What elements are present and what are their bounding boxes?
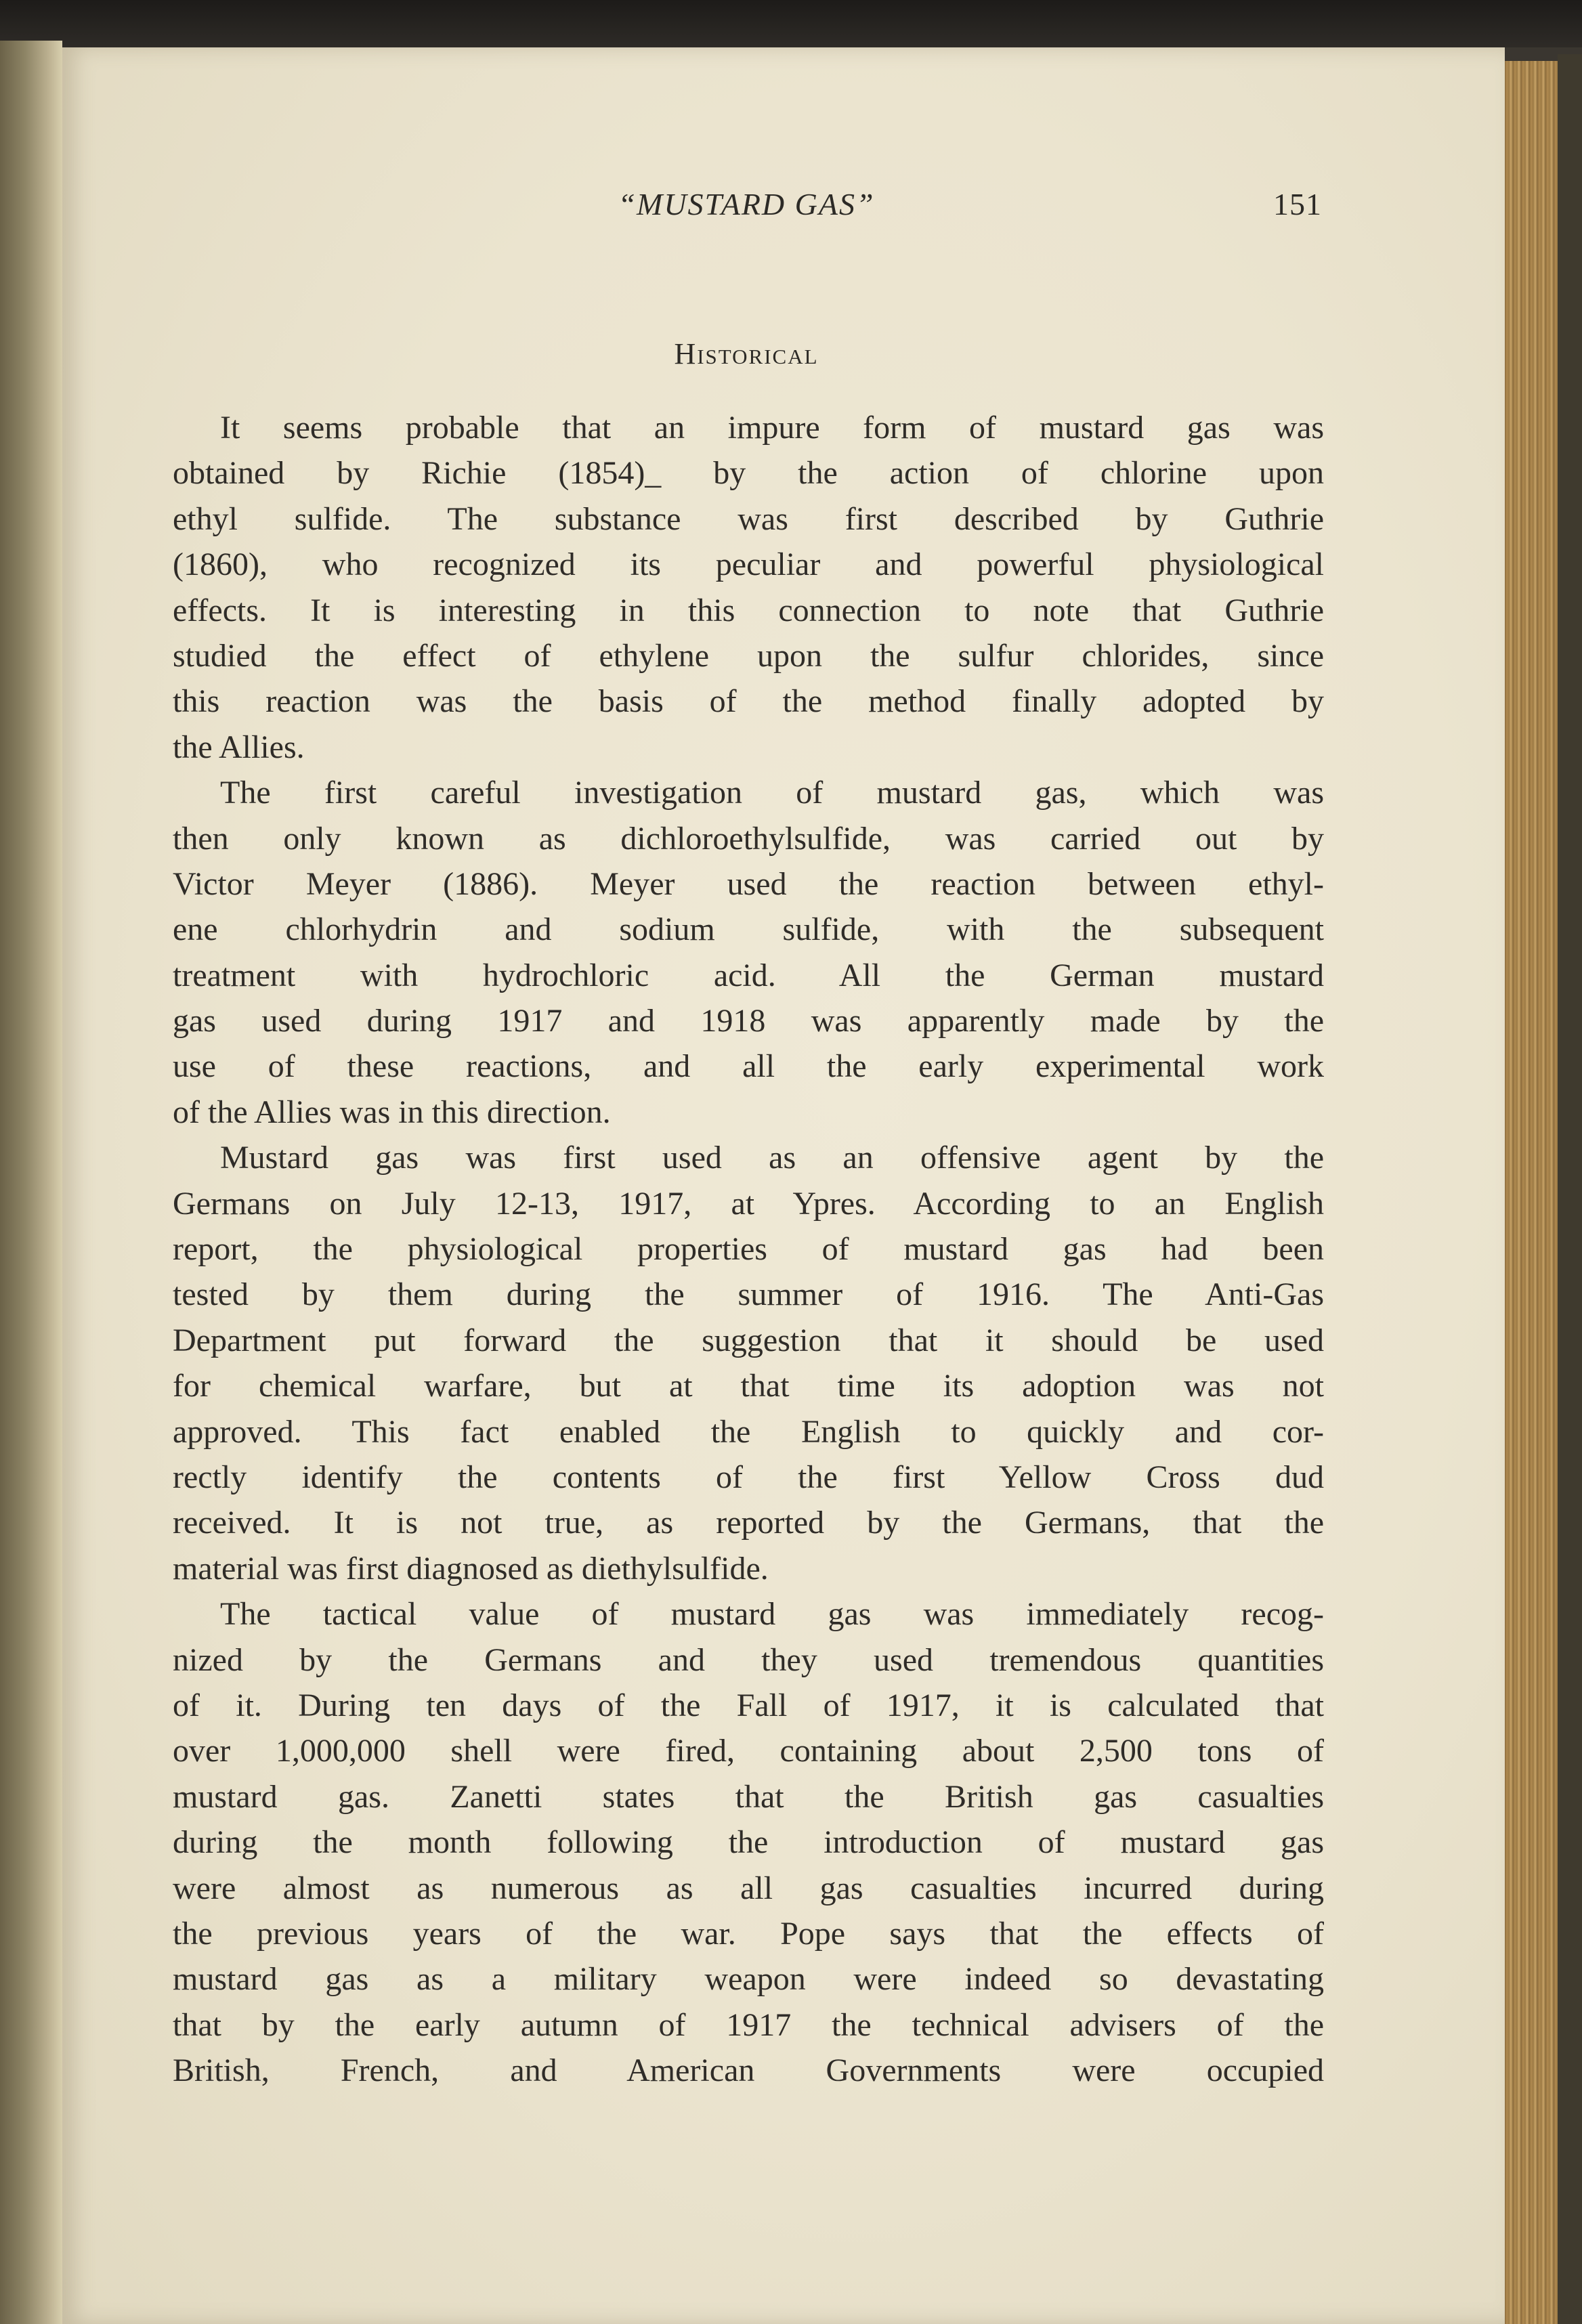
text-line: mustard gas as a military weapon were indeed so devastating bbox=[173, 1961, 1324, 1998]
text-line: treatment with hydrochloric acid. All the German mustard bbox=[173, 957, 1324, 993]
book-gutter bbox=[0, 41, 62, 2324]
paragraph bbox=[173, 405, 1324, 770]
book-cover-edge bbox=[1558, 54, 1582, 2324]
text-line: report, the physiological properties of mustard gas had been bbox=[173, 1231, 1324, 1268]
text-line: Germans on July 12-13, 1917, at Ypres. According to an English bbox=[173, 1185, 1324, 1222]
text-line: effects. It is interesting in this connection to note that Guthrie bbox=[173, 592, 1324, 628]
text-line: mustard gas. Zanetti states that the British gas casualties bbox=[173, 1778, 1324, 1815]
text-line: of it. During ten days of the Fall of 1917, it is calculated that bbox=[173, 1687, 1324, 1723]
text-line: use of these reactions, and all the early experimental work bbox=[173, 1048, 1324, 1085]
text-line: over 1,000,000 shell were fired, containing about 2,500 tons of bbox=[173, 1733, 1324, 1769]
text-line: this reaction was the basis of the method finally adopted by bbox=[173, 683, 1324, 720]
paragraph bbox=[173, 1591, 1324, 2093]
text-line: Victor Meyer (1886). Meyer used the reaction between ethyl- bbox=[173, 865, 1324, 902]
running-title: “MUSTARD GAS” bbox=[618, 187, 875, 221]
text-line: The tactical value of mustard gas was immediately recog- bbox=[220, 1596, 1324, 1633]
text-line: during the month following the introduction of mustard gas bbox=[173, 1824, 1324, 1861]
text-line: approved. This fact enabled the English to quickly and cor- bbox=[173, 1413, 1324, 1450]
text-line: The first careful investigation of mustard gas, which was bbox=[220, 775, 1324, 811]
paragraph bbox=[173, 770, 1324, 1135]
text-line: nized by the Germans and they used tremendous quantities bbox=[173, 1641, 1324, 1678]
paragraph bbox=[173, 1135, 1324, 1591]
text-line: the Allies. bbox=[173, 729, 305, 765]
text-line: Mustard gas was first used as an offensive agent by the bbox=[220, 1140, 1324, 1176]
text-line: British, French, and American Governments were occupied bbox=[173, 2052, 1324, 2089]
text-line: Department put forward the suggestion that it should be used bbox=[173, 1322, 1324, 1358]
book-page bbox=[62, 47, 1505, 2324]
text-line: of the Allies was in this direction. bbox=[173, 1094, 611, 1130]
text-line: that by the early autumn of 1917 the technical advisers of the bbox=[173, 2006, 1324, 2043]
section-heading: Historical bbox=[674, 337, 819, 370]
body-text bbox=[173, 405, 1324, 2093]
text-line: gas used during 1917 and 1918 was apparently made by the bbox=[173, 1003, 1324, 1039]
background-strip bbox=[0, 0, 1582, 47]
text-line: were almost as numerous as all gas casualties incurred during bbox=[173, 1870, 1324, 1906]
text-line: (1860), who recognized its peculiar and powerful physiological bbox=[173, 546, 1324, 583]
text-line: obtained by Richie (1854)_ by the action of chlorine upon bbox=[173, 455, 1324, 492]
text-line: received. It is not true, as reported by the Germans, that the bbox=[173, 1505, 1324, 1541]
page-header bbox=[171, 186, 1322, 234]
text-line: ethyl sulfide. The substance was first described by Guthrie bbox=[173, 500, 1324, 537]
text-line: the previous years of the war. Pope says that the effects of bbox=[173, 1915, 1324, 1952]
text-line: studied the effect of ethylene upon the sulfur chlorides, since bbox=[173, 637, 1324, 674]
text-line: It seems probable that an impure form of mustard gas was bbox=[220, 410, 1324, 446]
page-number: 151 bbox=[1273, 187, 1322, 221]
text-line: rectly identify the contents of the first Yellow Cross dud bbox=[173, 1459, 1324, 1495]
text-line: material was first diagnosed as diethylsulfide. bbox=[173, 1550, 769, 1587]
text-line: tested by them during the summer of 1916. The Anti-Gas bbox=[173, 1276, 1324, 1313]
text-line: for chemical warfare, but at that time its adoption was not bbox=[173, 1368, 1324, 1404]
text-line: then only known as dichloroethylsulfide, was carried out by bbox=[173, 820, 1324, 857]
text-line: ene chlorhydrin and sodium sulfide, with the subsequent bbox=[173, 911, 1324, 948]
